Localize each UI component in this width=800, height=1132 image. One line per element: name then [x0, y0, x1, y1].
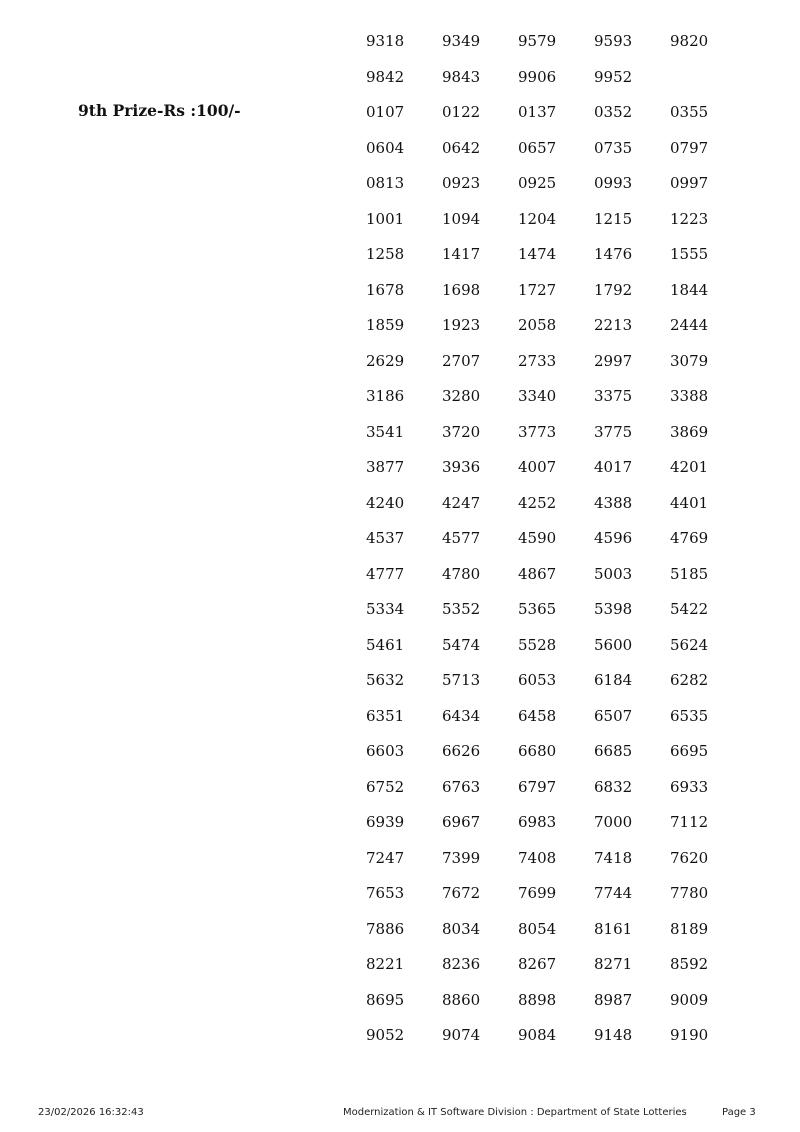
ticket-number: 4201 [670, 458, 709, 476]
ticket-number: 8221 [366, 955, 405, 973]
number-row [366, 741, 746, 777]
ticket-number: 7620 [670, 848, 709, 867]
ticket-number: 3388 [670, 387, 709, 405]
number-row [366, 599, 746, 635]
ticket-number: 0993 [594, 174, 633, 192]
ticket-number: 0997 [670, 174, 709, 192]
number-row [366, 990, 746, 1026]
ticket-number: 7112 [670, 813, 709, 831]
ticket-number: 8054 [518, 919, 557, 938]
ticket-number: 9906 [518, 67, 557, 86]
ticket-number: 3773 [518, 422, 557, 441]
ticket-number: 0352 [594, 103, 633, 121]
number-row [366, 173, 746, 209]
ticket-number: 4590 [518, 529, 557, 547]
ticket-number: 7000 [594, 813, 633, 831]
number-row [366, 138, 746, 174]
ticket-number: 6184 [594, 671, 633, 689]
ticket-number: 4577 [442, 529, 481, 547]
ticket-number: 0122 [442, 103, 481, 121]
number-row [366, 848, 746, 884]
ticket-number: 6053 [518, 671, 557, 689]
ticket-number: 3375 [594, 387, 633, 405]
footer-page-number: Page 3 [722, 1107, 756, 1118]
ticket-number: 5398 [594, 600, 633, 618]
ticket-number: 6282 [670, 671, 709, 689]
ticket-number: 0813 [366, 174, 405, 192]
ticket-number: 2213 [594, 316, 633, 334]
ticket-number: 1555 [670, 245, 709, 263]
ticket-number: 3775 [594, 422, 633, 441]
ticket-number: 4240 [366, 493, 405, 512]
ticket-number: 6507 [594, 706, 633, 725]
ticket-number: 1001 [366, 209, 405, 228]
ticket-number: 9593 [594, 32, 633, 50]
number-row [366, 280, 746, 316]
ticket-number: 1792 [594, 280, 633, 299]
ticket-number: 5461 [366, 635, 405, 654]
ticket-number: 8271 [594, 955, 633, 973]
ticket-number: 8592 [670, 955, 709, 973]
ticket-number: 9052 [366, 1026, 405, 1044]
ticket-number: 4777 [366, 564, 405, 583]
ticket-number: 7408 [518, 848, 557, 867]
ticket-number: 3541 [366, 422, 405, 441]
ticket-number: 8860 [442, 990, 481, 1009]
number-row [366, 812, 746, 848]
number-row [366, 670, 746, 706]
ticket-number: 5624 [670, 635, 709, 654]
ticket-number: 9148 [594, 1026, 633, 1044]
ticket-number: 1417 [442, 245, 481, 263]
number-row [366, 528, 746, 564]
ticket-number: 4401 [670, 493, 709, 512]
ticket-number: 4252 [518, 493, 557, 512]
ticket-number: 5528 [518, 635, 557, 654]
ticket-number: 9318 [366, 32, 405, 50]
ticket-number: 0107 [366, 103, 405, 121]
ticket-number: 2629 [366, 351, 405, 370]
ticket-number: 6685 [594, 742, 633, 760]
ticket-number: 1727 [518, 280, 557, 299]
ticket-number: 3280 [442, 387, 481, 405]
ticket-number: 6832 [594, 777, 633, 796]
ticket-number: 6535 [670, 706, 709, 725]
ticket-number: 0604 [366, 138, 405, 157]
ticket-number: 6695 [670, 742, 709, 760]
number-row [366, 919, 746, 955]
ticket-number: 5365 [518, 600, 557, 618]
ticket-number: 6458 [518, 706, 557, 725]
ticket-number: 7399 [442, 848, 481, 867]
ticket-number: 8898 [518, 990, 557, 1009]
ticket-number: 0657 [518, 138, 557, 157]
ticket-number: 5334 [366, 600, 405, 618]
ticket-number: 6434 [442, 706, 481, 725]
prize-label: 9th Prize-Rs :100/- [78, 101, 241, 120]
number-row [366, 635, 746, 671]
ticket-number: 7780 [670, 884, 709, 902]
ticket-number: 0355 [670, 103, 709, 121]
ticket-number: 8267 [518, 955, 557, 973]
ticket-number: 9579 [518, 32, 557, 50]
ticket-number: 0137 [518, 103, 557, 121]
ticket-number: 8236 [442, 955, 481, 973]
ticket-number: 1844 [670, 280, 709, 299]
ticket-number: 6603 [366, 742, 405, 760]
ticket-number: 6967 [442, 813, 481, 831]
number-row [366, 706, 746, 742]
ticket-number: 0923 [442, 174, 481, 192]
ticket-number: 5003 [594, 564, 633, 583]
ticket-number: 1698 [442, 280, 481, 299]
ticket-number: 3186 [366, 387, 405, 405]
number-row [366, 386, 746, 422]
ticket-number: 1223 [670, 209, 709, 228]
ticket-number: 5422 [670, 600, 709, 618]
ticket-number: 9349 [442, 32, 481, 50]
ticket-number: 9842 [366, 67, 405, 86]
ticket-number: 3079 [670, 351, 709, 370]
ticket-number: 7886 [366, 919, 405, 938]
ticket-number: 6983 [518, 813, 557, 831]
ticket-number: 1215 [594, 209, 633, 228]
number-row [366, 67, 746, 103]
ticket-number: 0642 [442, 138, 481, 157]
number-row [366, 351, 746, 387]
ticket-number: 1476 [594, 245, 633, 263]
ticket-number: 9009 [670, 990, 709, 1009]
footer-department: Modernization & IT Software Division : Department of State Lotteries [343, 1107, 687, 1118]
ticket-number: 9843 [442, 67, 481, 86]
number-row [366, 457, 746, 493]
ticket-number: 3720 [442, 422, 481, 441]
ticket-number: 7653 [366, 884, 405, 902]
ticket-number: 6933 [670, 777, 709, 796]
ticket-number: 5632 [366, 671, 405, 689]
ticket-number: 5713 [442, 671, 481, 689]
number-row [366, 954, 746, 990]
number-row [366, 31, 746, 67]
ticket-number: 0925 [518, 174, 557, 192]
ticket-number: 1859 [366, 316, 405, 334]
ticket-number: 7418 [594, 848, 633, 867]
ticket-number: 4769 [670, 529, 709, 547]
ticket-number: 4867 [518, 564, 557, 583]
ticket-number: 7699 [518, 884, 557, 902]
ticket-number: 6939 [366, 813, 405, 831]
ticket-number: 8695 [366, 990, 405, 1009]
ticket-number: 9952 [594, 67, 633, 86]
ticket-number: 6680 [518, 742, 557, 760]
number-row [366, 315, 746, 351]
ticket-number: 0797 [670, 138, 709, 157]
ticket-number: 9820 [670, 32, 709, 50]
ticket-number: 7672 [442, 884, 481, 902]
number-row [366, 244, 746, 280]
ticket-number: 4537 [366, 529, 405, 547]
ticket-number: 8189 [670, 919, 709, 938]
ticket-number: 9084 [518, 1026, 557, 1044]
ticket-number: 7744 [594, 884, 633, 902]
ticket-number: 5352 [442, 600, 481, 618]
ticket-number: 9074 [442, 1026, 481, 1044]
ticket-number: 3869 [670, 422, 709, 441]
number-row [366, 422, 746, 458]
number-row [366, 883, 746, 919]
ticket-number: 1923 [442, 316, 481, 334]
number-row [366, 493, 746, 529]
ticket-number: 8161 [594, 919, 633, 938]
number-row [366, 1025, 746, 1061]
ticket-number: 4388 [594, 493, 633, 512]
ticket-number: 9190 [670, 1026, 709, 1044]
ticket-number: 2997 [594, 351, 633, 370]
ticket-number: 2058 [518, 316, 557, 334]
ticket-number: 0735 [594, 138, 633, 157]
ticket-number: 7247 [366, 848, 405, 867]
ticket-number: 4780 [442, 564, 481, 583]
ticket-number: 1094 [442, 209, 481, 228]
footer-datetime: 23/02/2026 16:32:43 [38, 1107, 144, 1118]
number-row [366, 209, 746, 245]
ticket-number: 4017 [594, 458, 633, 476]
ticket-number: 6351 [366, 706, 405, 725]
ticket-number: 5600 [594, 635, 633, 654]
ticket-number: 4596 [594, 529, 633, 547]
ticket-number: 4247 [442, 493, 481, 512]
number-row [366, 102, 746, 138]
ticket-number: 6752 [366, 777, 405, 796]
ticket-number: 1678 [366, 280, 405, 299]
ticket-number: 2733 [518, 351, 557, 370]
ticket-number: 1258 [366, 245, 405, 263]
number-row [366, 564, 746, 600]
ticket-number: 8034 [442, 919, 481, 938]
ticket-number: 3877 [366, 458, 405, 476]
ticket-number: 1474 [518, 245, 557, 263]
ticket-number: 4007 [518, 458, 557, 476]
ticket-number: 6626 [442, 742, 481, 760]
numbers-grid [366, 31, 746, 1061]
ticket-number: 2444 [670, 316, 709, 334]
ticket-number: 5474 [442, 635, 481, 654]
ticket-number: 6763 [442, 777, 481, 796]
number-row [366, 777, 746, 813]
ticket-number: 3340 [518, 387, 557, 405]
ticket-number: 8987 [594, 990, 633, 1009]
ticket-number: 6797 [518, 777, 557, 796]
ticket-number: 3936 [442, 458, 481, 476]
ticket-number: 1204 [518, 209, 557, 228]
ticket-number: 5185 [670, 564, 709, 583]
ticket-number: 2707 [442, 351, 481, 370]
ticket-number [670, 67, 746, 103]
